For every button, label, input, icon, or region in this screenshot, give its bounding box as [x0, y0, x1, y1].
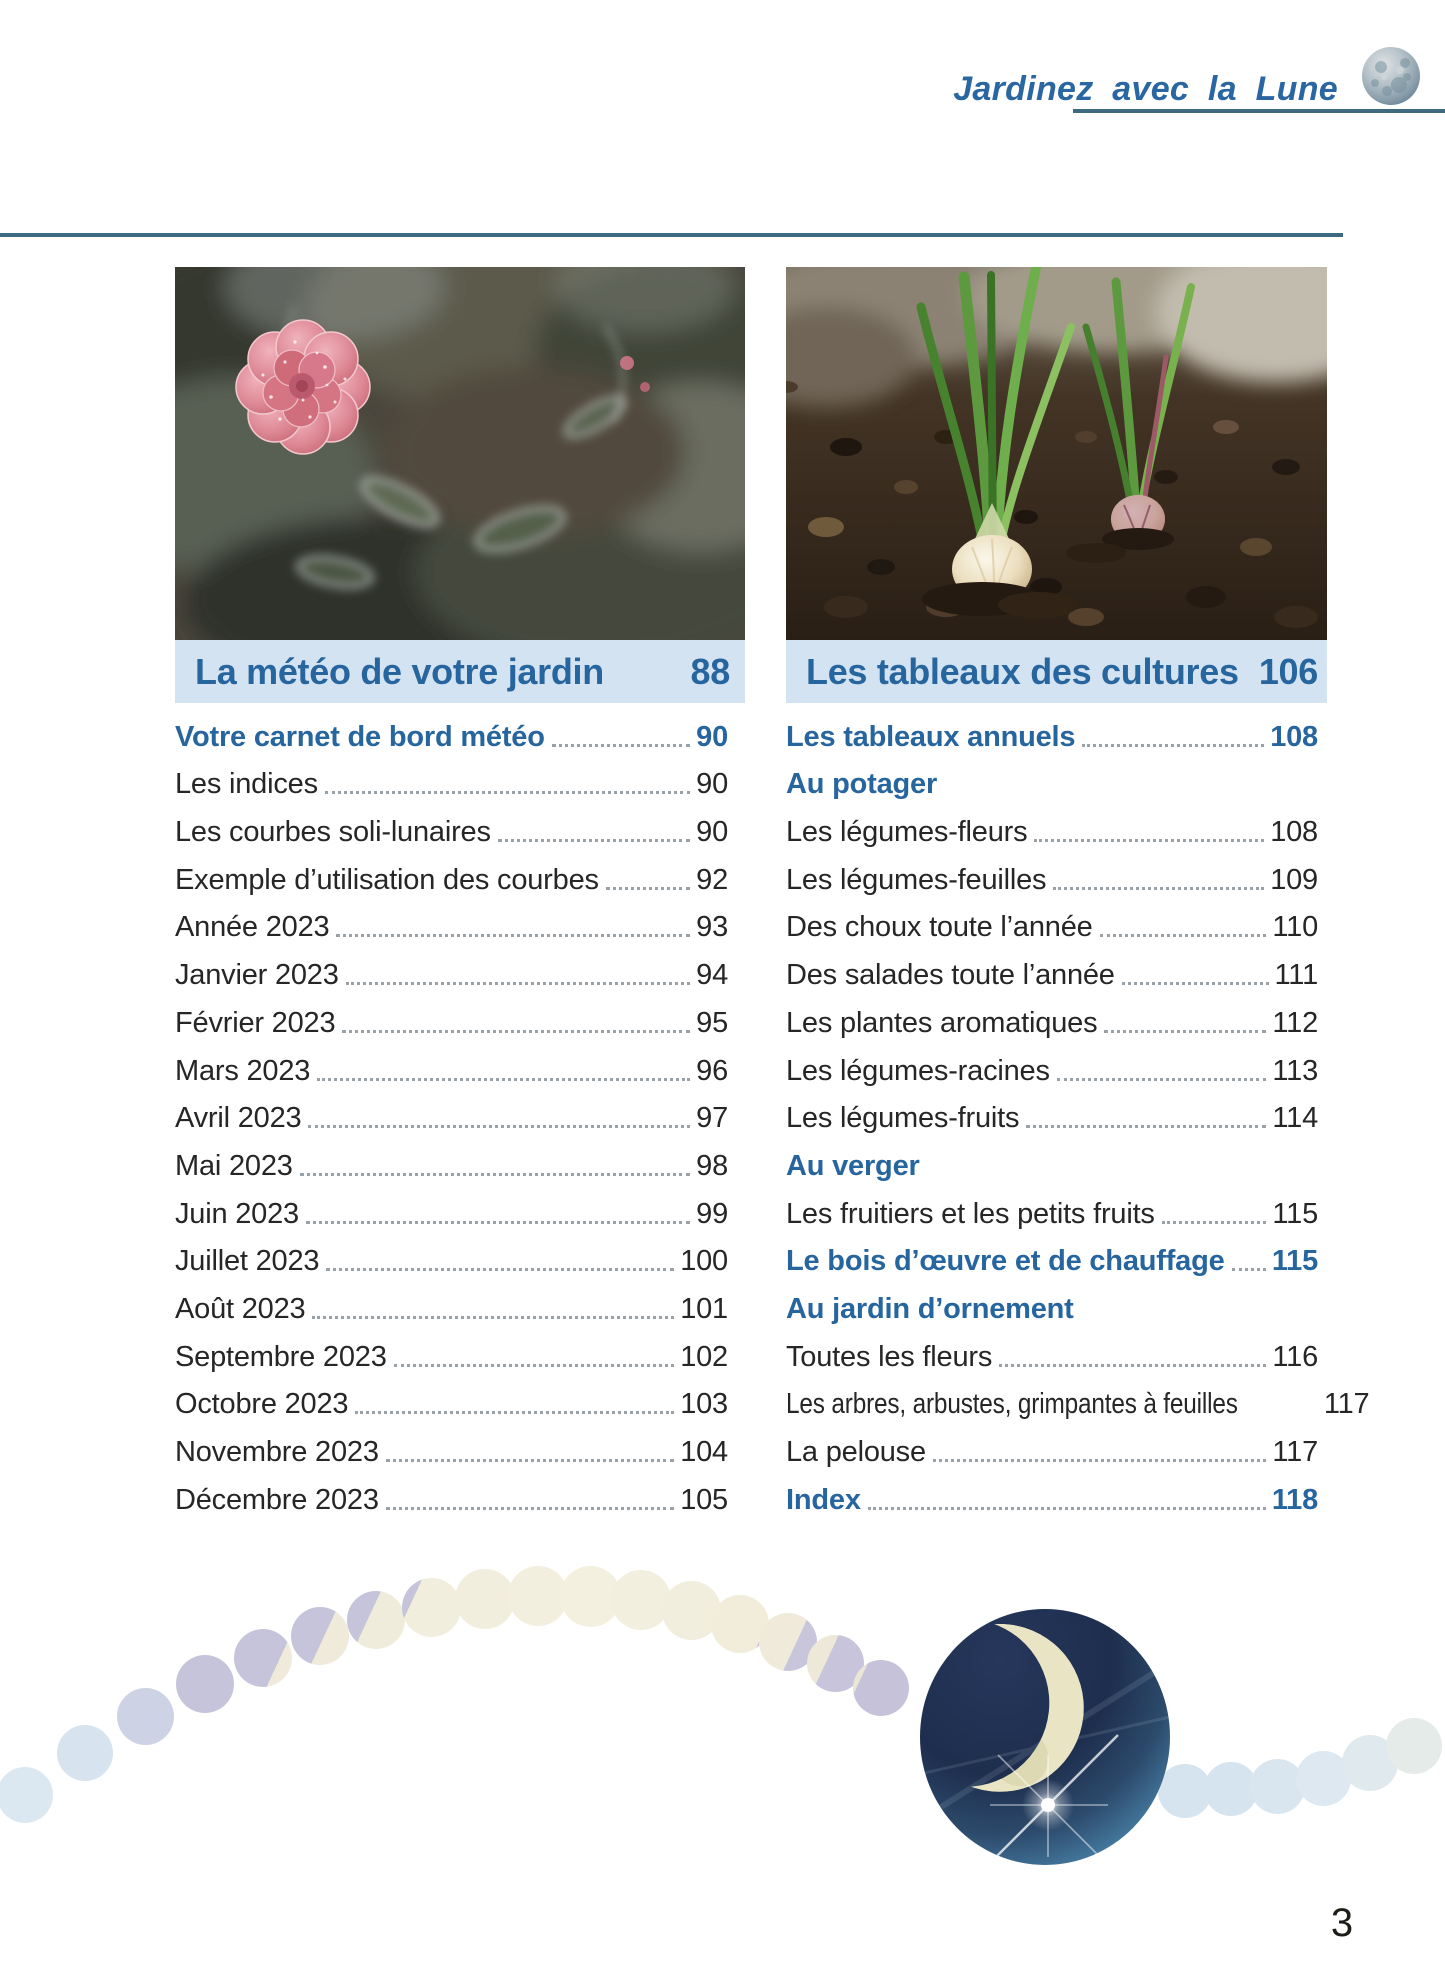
toc-entry-label: Décembre 2023	[175, 1483, 379, 1516]
dot-leader	[336, 934, 690, 937]
dot-leader	[552, 744, 690, 747]
toc-row	[175, 855, 745, 903]
dot-leader	[325, 791, 690, 794]
toc-entry-label: Les tableaux annuels	[786, 720, 1076, 753]
toc-row	[175, 1380, 745, 1428]
toc-entry-page: 116	[1272, 1340, 1318, 1373]
toc-row	[175, 1094, 745, 1142]
section-heading-page: 106	[1258, 650, 1318, 692]
toc-column-meteo	[175, 712, 745, 1523]
dot-leader	[1026, 1125, 1266, 1128]
toc-row	[175, 950, 745, 998]
toc-entry-label: Au jardin d’ornement	[786, 1292, 1074, 1325]
toc-entry-page: 90	[696, 816, 728, 849]
toc-entry-page: 105	[680, 1483, 728, 1516]
toc-entry-label: Année 2023	[175, 911, 330, 944]
toc-row	[175, 712, 745, 760]
toc-entry-page: 98	[696, 1149, 728, 1182]
toc-entry-page: 104	[680, 1436, 728, 1468]
dot-leader	[1082, 744, 1264, 747]
toc-row	[786, 903, 1327, 951]
full-moon-icon	[1360, 44, 1422, 108]
toc-entry-page: 108	[1270, 720, 1318, 753]
toc-row	[786, 1094, 1327, 1142]
dot-leader	[1122, 982, 1269, 985]
toc-entry-label: Novembre 2023	[175, 1436, 379, 1468]
toc-column-cultures	[786, 712, 1370, 1523]
dot-leader	[933, 1459, 1266, 1462]
toc-entry-page: 102	[680, 1340, 728, 1373]
toc-entry-page: 113	[1272, 1054, 1318, 1087]
toc-row	[175, 998, 745, 1046]
dot-leader	[326, 1268, 674, 1271]
toc-entry-page: 117	[1272, 1436, 1318, 1468]
toc-entry-page: 95	[696, 1006, 728, 1039]
toc-entry-page: 92	[696, 863, 728, 896]
toc-entry-label: Exemple d’utilisation des courbes	[175, 863, 599, 896]
toc-entry-label: Les arbres, arbustes, grimpantes à feuilles	[786, 1388, 1238, 1421]
dot-leader	[498, 839, 690, 842]
toc-row	[786, 998, 1327, 1046]
toc-entry-page: 112	[1272, 1006, 1318, 1039]
toc-entry-label: Index	[786, 1483, 861, 1516]
moon-phase-icon	[402, 1578, 461, 1637]
toc-entry-page: 118	[1271, 1483, 1318, 1516]
toc-row	[786, 1284, 1327, 1332]
toc-entry-page: 100	[680, 1245, 728, 1278]
toc-entry-label: Les courbes soli-lunaires	[175, 816, 491, 849]
section-heading-label: Les tableaux des cultures	[806, 650, 1239, 692]
toc-entry-label: Votre carnet de bord météo	[175, 720, 545, 753]
toc-entry-page: 90	[696, 768, 728, 801]
toc-entry-label: Janvier 2023	[175, 959, 339, 992]
toc-entry-label: Au verger	[786, 1149, 920, 1182]
toc-row	[175, 1427, 745, 1475]
toc-entry-label: Juin 2023	[175, 1197, 299, 1230]
toc-row	[786, 807, 1327, 855]
toc-entry-label: Mars 2023	[175, 1054, 311, 1087]
toc-entry-page: 101	[680, 1292, 728, 1325]
toc-entry-page: 90	[696, 720, 728, 753]
toc-entry-page: 103	[680, 1388, 728, 1421]
page-number: 3	[1330, 1901, 1354, 1945]
dot-leader	[1232, 1268, 1266, 1271]
dot-leader	[1162, 1221, 1267, 1224]
header-underline	[1073, 109, 1445, 113]
dot-leader	[355, 1411, 674, 1414]
toc-entry-label: Les légumes-feuilles	[786, 863, 1047, 896]
dot-leader	[999, 1364, 1266, 1367]
section-heading-meteo	[175, 640, 745, 703]
toc-entry-page: 109	[1270, 863, 1318, 896]
moon-phase-icon	[176, 1655, 234, 1713]
toc-entry-label: Août 2023	[175, 1292, 306, 1325]
toc-row	[786, 1189, 1327, 1237]
toc-row	[175, 1332, 745, 1380]
toc-entry-page: 117	[1323, 1388, 1370, 1421]
dot-leader	[394, 1364, 675, 1367]
dot-leader	[317, 1078, 690, 1081]
toc-row	[786, 1475, 1327, 1523]
toc-entry-page: 114	[1272, 1102, 1318, 1135]
toc-entry-label: Des salades toute l’année	[786, 959, 1115, 992]
moon-phase-icon	[117, 1688, 174, 1745]
section-heading-page: 88	[690, 650, 730, 692]
toc-row	[175, 1141, 745, 1189]
dot-leader	[606, 887, 690, 890]
toc-entry-page: 97	[696, 1102, 728, 1135]
toc-row	[786, 1380, 1370, 1428]
toc-row	[786, 1046, 1327, 1094]
dot-leader	[306, 1221, 690, 1224]
toc-entry-label: Février 2023	[175, 1006, 336, 1039]
toc-entry-page: 110	[1272, 911, 1318, 944]
toc-entry-label: Les légumes-racines	[786, 1054, 1050, 1087]
toc-entry-label: Juillet 2023	[175, 1245, 320, 1278]
toc-entry-label: Toutes les fleurs	[786, 1340, 993, 1373]
toc-entry-label: Au potager	[786, 768, 938, 801]
frosted-rose-photo	[175, 267, 745, 640]
dot-leader	[1057, 1078, 1267, 1081]
toc-row	[786, 1237, 1327, 1285]
page-title: Jardinez avec la Lune	[953, 70, 1338, 108]
toc-row	[786, 855, 1327, 903]
toc-row	[175, 1237, 745, 1285]
onion-shoots-photo	[786, 267, 1327, 640]
toc-entry-label: Les indices	[175, 768, 318, 801]
toc-entry-page: 115	[1271, 1245, 1318, 1278]
dot-leader	[308, 1125, 690, 1128]
section-rule	[0, 233, 1343, 237]
dot-leader	[300, 1173, 690, 1176]
toc-entry-label: Octobre 2023	[175, 1388, 349, 1421]
moon-phase-icon	[234, 1629, 292, 1687]
toc-row	[786, 1427, 1327, 1475]
toc-row	[786, 760, 1327, 808]
toc-entry-label: Avril 2023	[175, 1102, 302, 1135]
dot-leader	[346, 982, 690, 985]
dot-leader	[1104, 1030, 1266, 1033]
toc-entry-page: 93	[696, 911, 728, 944]
toc-entry-page: 111	[1274, 959, 1318, 992]
toc-entry-label: Septembre 2023	[175, 1340, 387, 1373]
toc-row	[786, 1332, 1327, 1380]
toc-entry-page: 99	[696, 1197, 728, 1230]
toc-entry-label: Les fruitiers et les petits fruits	[786, 1197, 1155, 1230]
toc-row	[786, 712, 1327, 760]
toc-entry-label: Des choux toute l’année	[786, 911, 1093, 944]
dot-leader	[1100, 934, 1267, 937]
toc-entry-label: Le bois d’œuvre et de chauffage	[786, 1245, 1225, 1278]
dot-leader	[342, 1030, 690, 1033]
moon-phase-icon	[291, 1607, 349, 1665]
toc-row	[175, 760, 745, 808]
toc-row	[175, 903, 745, 951]
toc-entry-label: Les légumes-fruits	[786, 1102, 1020, 1135]
dot-leader	[312, 1316, 674, 1319]
toc-row	[786, 950, 1327, 998]
toc-entry-page: 94	[696, 959, 728, 992]
dot-leader	[386, 1459, 674, 1462]
moon-phase-icon	[0, 1767, 53, 1823]
toc-row	[175, 1475, 745, 1523]
section-heading-label: La météo de votre jardin	[195, 650, 604, 692]
toc-row	[175, 1046, 745, 1094]
moon-phase-icon	[1386, 1718, 1442, 1774]
moon-phase-icon	[347, 1591, 405, 1649]
moon-phase-icon	[455, 1569, 515, 1629]
moon-phase-icon	[611, 1570, 671, 1630]
dot-leader	[386, 1507, 674, 1510]
toc-entry-page: 96	[696, 1054, 728, 1087]
toc-row	[175, 1189, 745, 1237]
toc-entry-label: Mai 2023	[175, 1149, 293, 1182]
dot-leader	[1053, 887, 1264, 890]
toc-row	[175, 807, 745, 855]
toc-entry-page: 115	[1272, 1197, 1318, 1230]
toc-entry-page: 108	[1270, 816, 1318, 849]
toc-entry-label: Les plantes aromatiques	[786, 1006, 1098, 1039]
dot-leader	[868, 1507, 1266, 1510]
toc-row	[175, 1284, 745, 1332]
dot-leader	[1034, 839, 1264, 842]
toc-entry-label: La pelouse	[786, 1436, 926, 1468]
toc-row	[786, 1141, 1327, 1189]
crescent-moon-photo	[920, 1609, 1170, 1865]
moon-phase-icon	[57, 1725, 113, 1781]
toc-entry-label: Les légumes-fleurs	[786, 816, 1028, 849]
moon-phase-icon	[853, 1660, 909, 1716]
section-heading-cultures	[786, 640, 1327, 703]
